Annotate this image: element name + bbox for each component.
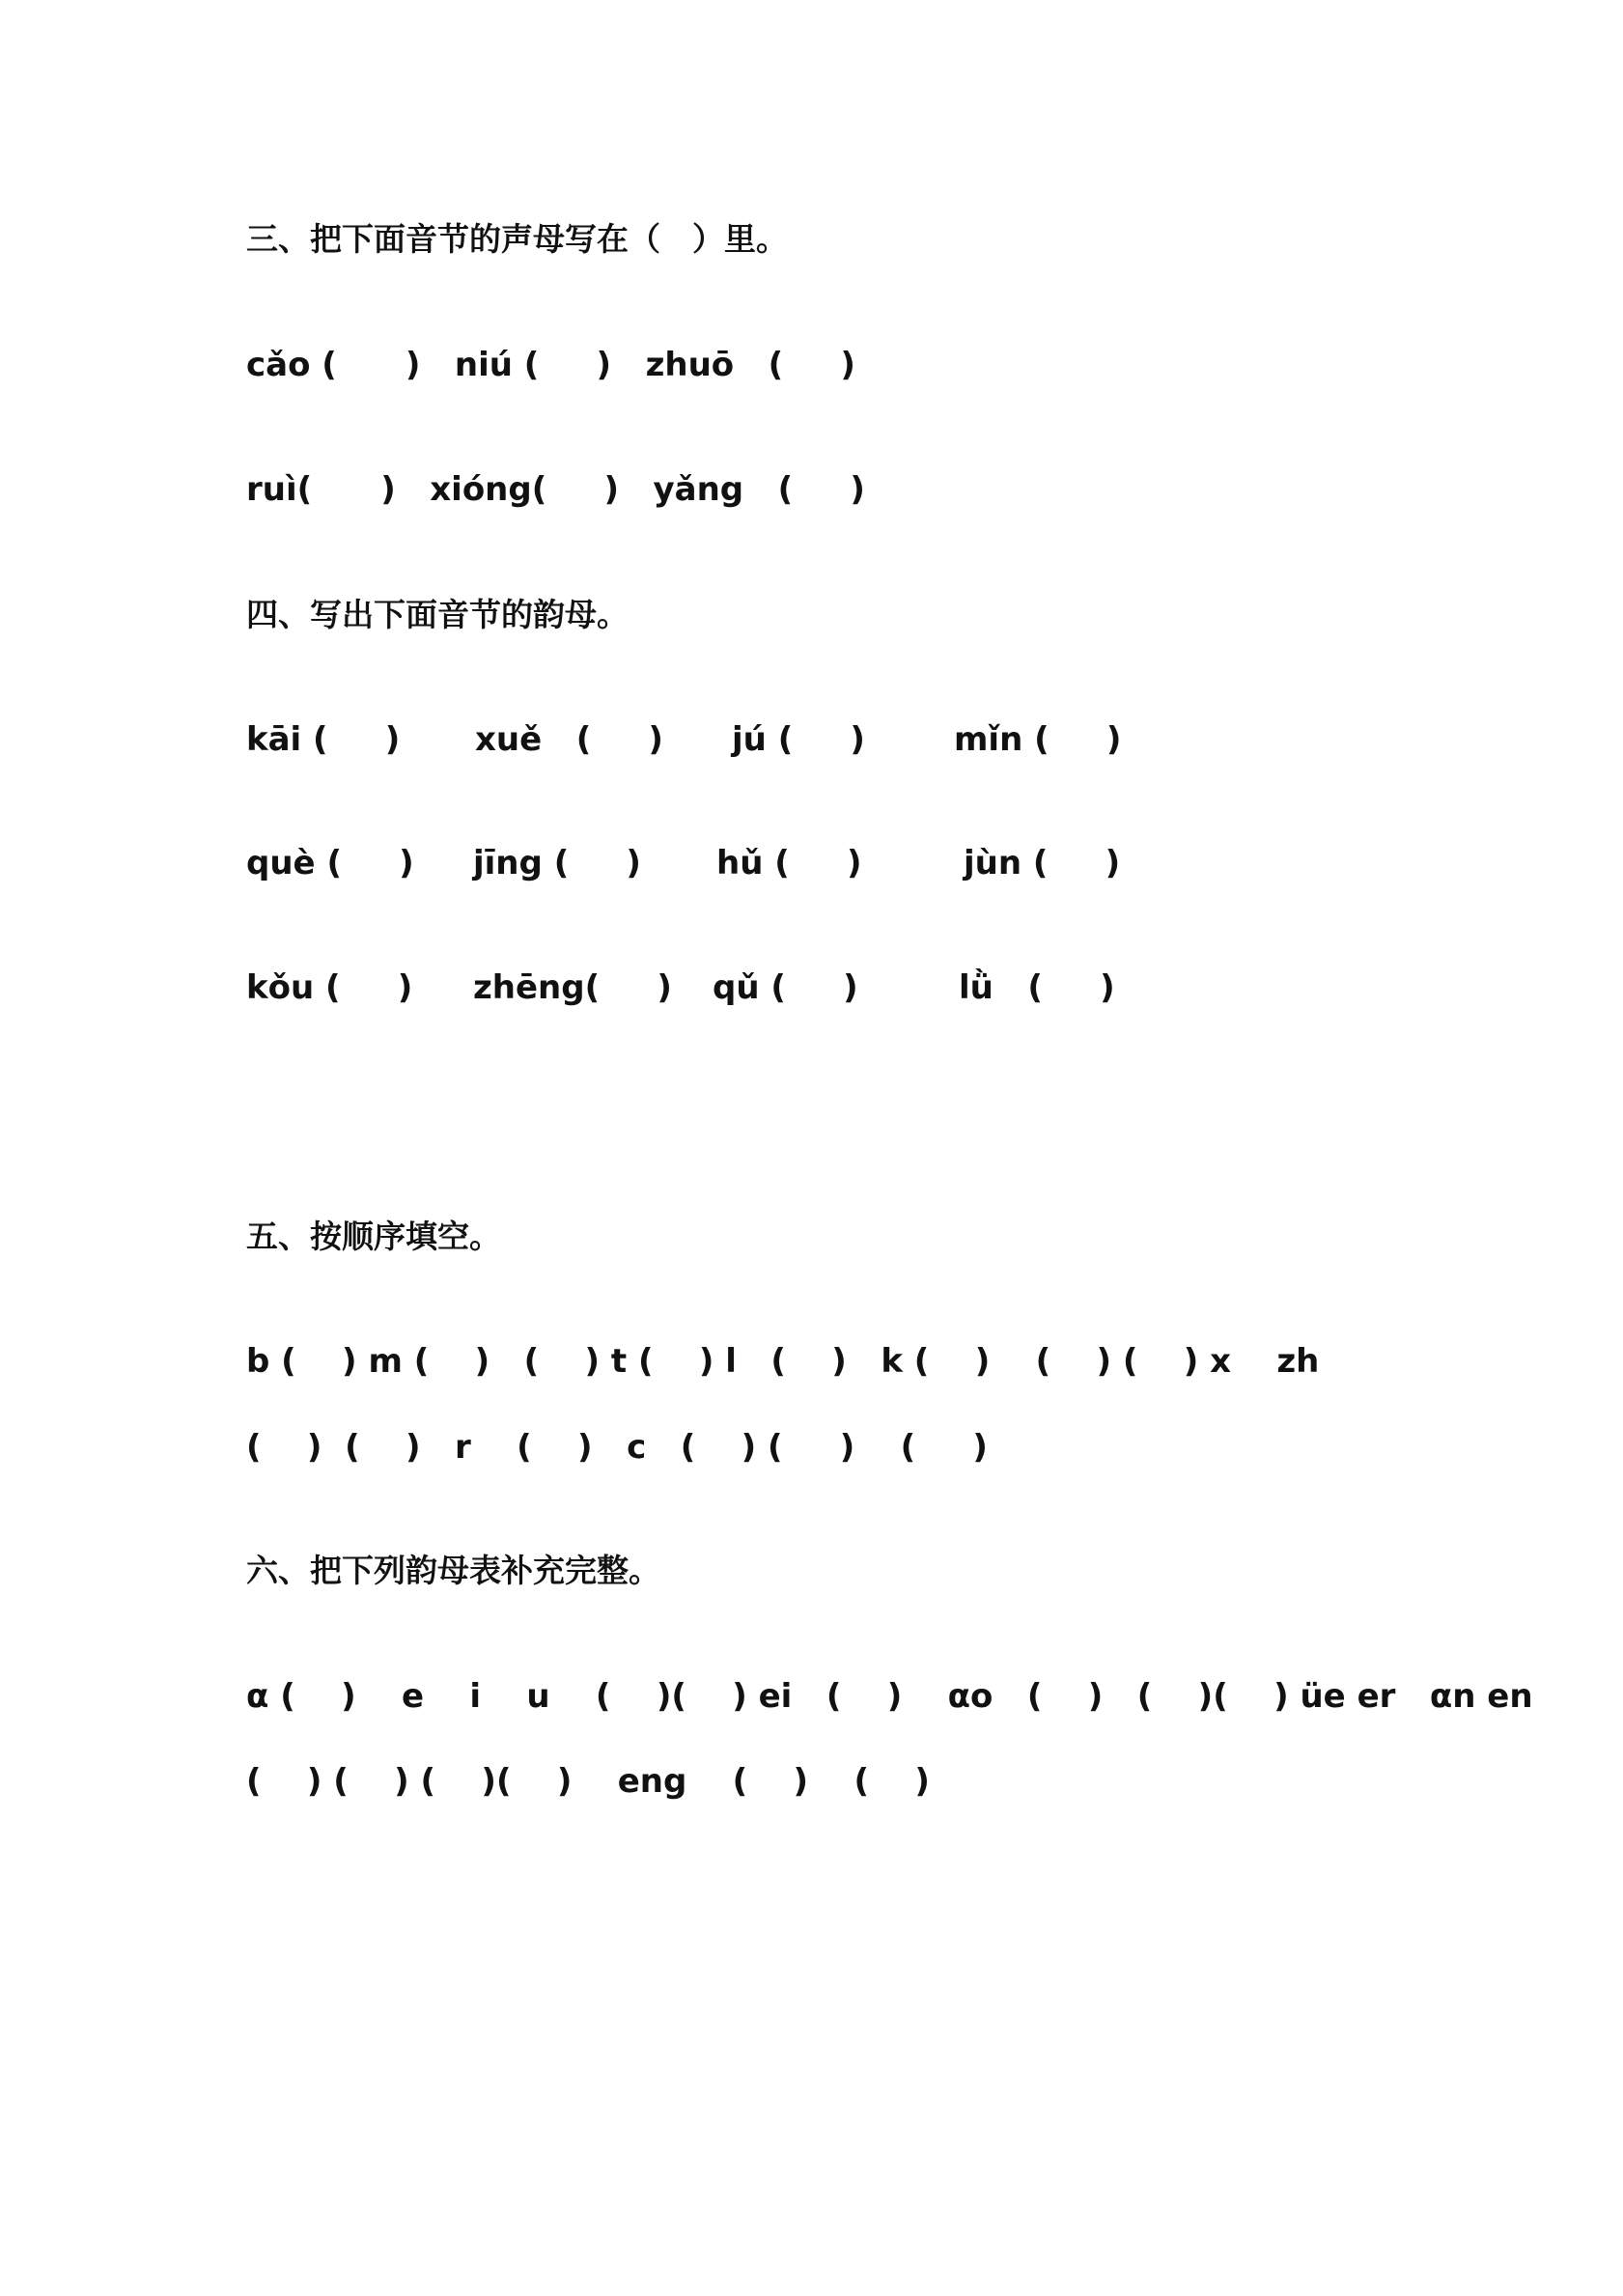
syllable-item: jīng ( )	[473, 844, 641, 882]
syllable-item: hǔ ( )	[716, 844, 862, 882]
section-6-row-1: α ( ) e i u ( )( ) ei ( ) αo ( ) ( )( ) üe er αn en	[246, 1677, 1533, 1716]
syllable-item: lǜ ( )	[959, 968, 1115, 1007]
syllable-item: qǔ ( )	[713, 968, 858, 1007]
syllable-item: jú ( )	[732, 720, 865, 759]
syllable-item: què ( )	[246, 844, 414, 882]
section-3-title: 三、把下面音节的声母写在（ ）里。	[246, 220, 788, 258]
syllable-item: kāi ( )	[246, 720, 401, 759]
section-6-row-2: ( ) ( ) ( )( ) eng ( ) ( )	[246, 1762, 930, 1801]
syllable-item: zhēng( )	[473, 968, 672, 1007]
section-3-row-2: ruì( ) xióng( ) yǎng ( )	[246, 470, 865, 509]
section-5-title: 五、按顺序填空。	[246, 1218, 501, 1255]
syllable-item: xuě ( )	[475, 720, 663, 759]
section-3-row-1: cǎo ( ) niú ( ) zhuō ( )	[246, 346, 855, 384]
section-4-title: 四、写出下面音节的韵母。	[246, 596, 629, 633]
section-5-row-2: ( ) ( ) r ( ) c ( ) ( ) ( )	[246, 1428, 988, 1467]
section-5-row-1: b ( ) m ( ) ( ) t ( ) l ( ) k ( ) ( ) ( ) x zh	[246, 1342, 1320, 1381]
section-6-title: 六、把下列韵母表补充完整。	[246, 1552, 660, 1589]
syllable-item: mǐn ( )	[954, 720, 1122, 759]
syllable-item: kǒu ( )	[246, 968, 413, 1007]
syllable-item: jùn ( )	[964, 844, 1121, 882]
